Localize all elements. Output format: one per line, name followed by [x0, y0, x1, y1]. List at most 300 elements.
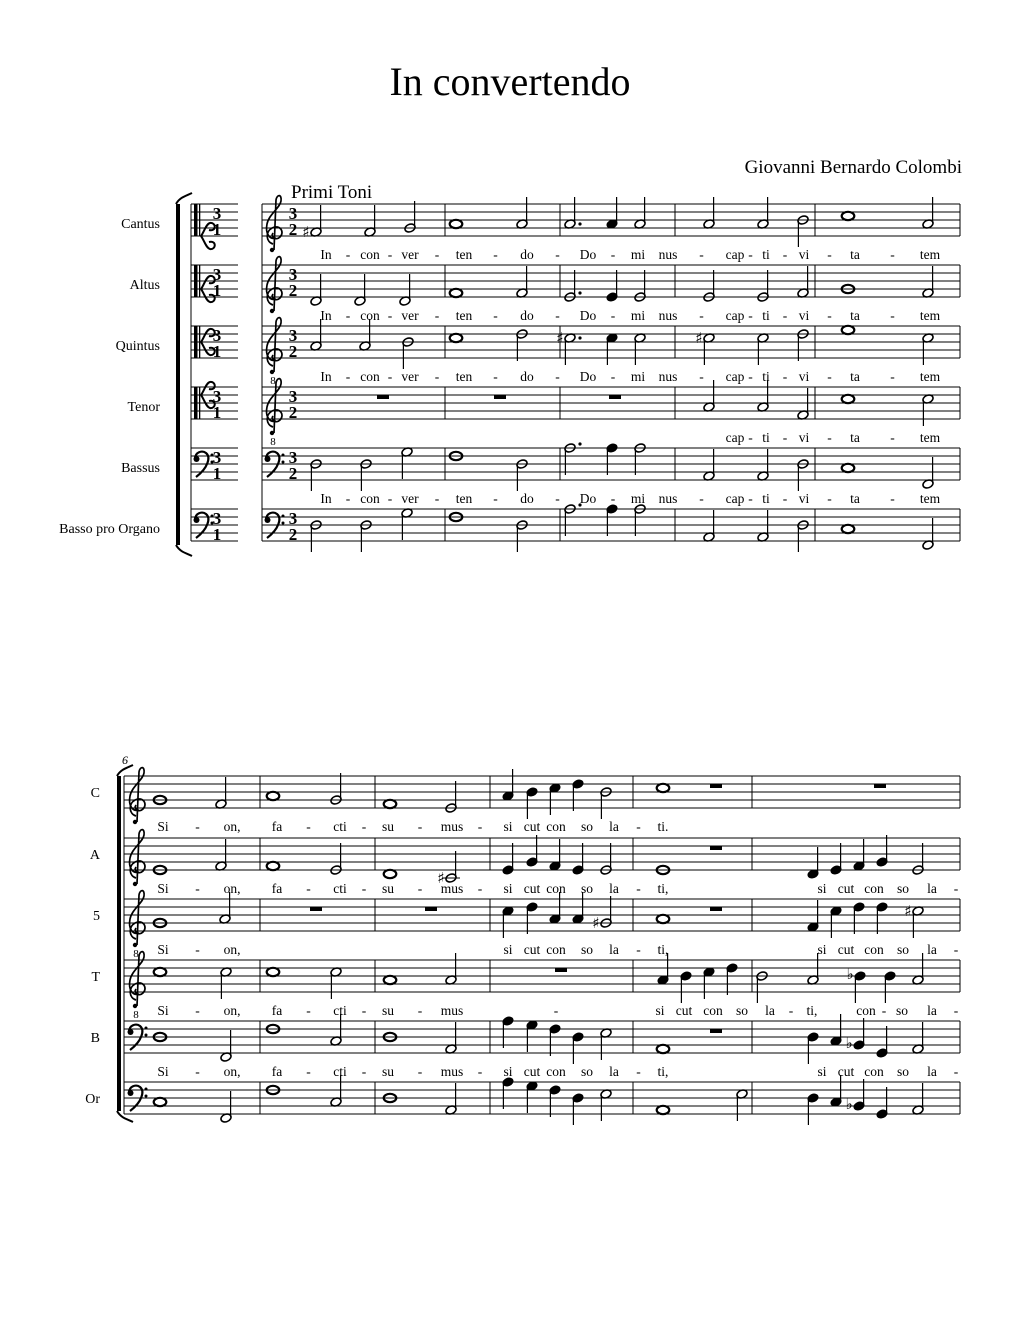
c-clef-bar — [199, 204, 200, 236]
lyric-hyphen: - — [636, 942, 641, 957]
time-signature-numerator: 3 — [288, 326, 298, 345]
flat-icon: ♭ — [845, 1095, 853, 1113]
lyric-syllable: cut — [523, 819, 541, 834]
lyric-hyphen: - — [195, 881, 200, 896]
note-q — [606, 270, 618, 302]
c-clef-bar — [194, 204, 198, 236]
note-h — [330, 967, 342, 999]
lyric-syllable: so — [896, 1064, 910, 1079]
octave-eight: 8 — [133, 1009, 139, 1021]
lyric-syllable: ta — [850, 491, 860, 506]
lyric-syllable: ti. — [657, 819, 669, 834]
lyric-syllable: so — [735, 1003, 749, 1018]
lyric-syllable: cti — [333, 819, 347, 834]
note-w — [657, 784, 670, 792]
note-h — [600, 1028, 612, 1060]
lyric-hyphen: - — [387, 369, 393, 384]
lyric-hyphen: - — [890, 247, 895, 262]
note-q — [572, 892, 584, 924]
rest-mark — [425, 907, 437, 911]
lyric-hyphen: - — [306, 881, 311, 896]
lyric-hyphen: - — [890, 369, 895, 384]
note-h — [401, 508, 413, 540]
part-abbr-b: B — [90, 1031, 100, 1046]
lyric-hyphen: - — [434, 369, 440, 384]
lyric-syllable: con — [360, 308, 380, 323]
lyric-syllable: ti, — [806, 1003, 818, 1018]
time-signature-denominator: 1 — [212, 281, 222, 300]
lyric-hyphen: - — [827, 369, 832, 384]
lyric-hyphen: - — [417, 881, 423, 896]
time-signature-numerator: 3 — [212, 326, 222, 345]
note-q — [502, 1016, 514, 1048]
note-h — [516, 197, 528, 229]
bass-clef-head — [194, 456, 200, 462]
lyric-hyphen: - — [699, 247, 704, 262]
lyric-hyphen: - — [953, 942, 959, 957]
note-w — [842, 326, 855, 334]
note-q — [549, 839, 561, 871]
lyric-syllable: con — [546, 1064, 566, 1079]
note-h — [757, 380, 769, 412]
note-q — [549, 1085, 561, 1117]
whole-notehead — [657, 784, 670, 792]
sharp-icon: ♯ — [437, 869, 445, 887]
note-q — [606, 504, 618, 536]
note-q — [876, 835, 888, 867]
lyric-syllable: Do — [579, 308, 597, 323]
lyric-hyphen: - — [345, 247, 351, 262]
measure-number: 6 — [122, 753, 128, 767]
time-signature-denominator: 2 — [288, 403, 298, 422]
lyric-hyphen: - — [434, 247, 440, 262]
time-signature-numerator: 3 — [288, 509, 298, 528]
lyric-hyphen: - — [699, 308, 704, 323]
lyric-syllable: su — [381, 881, 395, 896]
rest-mark — [555, 968, 567, 972]
whole-notehead — [267, 792, 280, 800]
lyric-syllable: vi — [798, 430, 810, 445]
clef-dot — [270, 309, 274, 313]
lyric-syllable: ti — [762, 369, 770, 384]
lyric-hyphen: - — [636, 819, 641, 834]
lyric-syllable: ti — [762, 308, 770, 323]
lyric-hyphen: - — [417, 819, 423, 834]
note-h — [922, 518, 934, 550]
note-q — [680, 971, 692, 1003]
lyric-syllable: do — [520, 491, 534, 506]
lyric-hyphen: - — [610, 247, 616, 262]
note-w — [842, 395, 855, 403]
c-clef-bar — [194, 387, 198, 419]
lyric-syllable: con — [546, 881, 566, 896]
sharp-icon: ♯ — [592, 914, 600, 932]
lyric-hyphen: - — [610, 369, 616, 384]
augmentation-dot — [578, 291, 581, 294]
octave-eight: 8 — [270, 375, 276, 387]
rest-mark — [377, 395, 389, 399]
note-q — [502, 843, 514, 875]
note-w — [450, 220, 463, 228]
lyric-syllable: la — [765, 1003, 775, 1018]
lyric-syllable: Do — [579, 369, 597, 384]
lyric-syllable: so — [580, 881, 594, 896]
lyric-syllable: cut — [523, 1064, 541, 1079]
part-name-bassus: Bassus — [121, 461, 160, 476]
note-q — [830, 1014, 842, 1046]
lyric-syllable: ten — [455, 491, 473, 506]
lyric-hyphen: - — [827, 491, 832, 506]
whole-notehead — [842, 525, 855, 533]
c-clef-bar — [194, 326, 198, 358]
lyric-syllable: si — [503, 819, 513, 834]
note-q — [606, 197, 618, 229]
part-abbr-a: A — [89, 848, 100, 863]
note-h — [310, 274, 322, 306]
bass-clef-dot — [282, 461, 285, 464]
lyric-syllable: si — [503, 881, 513, 896]
time-signature-denominator: 2 — [288, 220, 298, 239]
lyric-syllable: cut — [837, 1064, 855, 1079]
note-h — [797, 266, 809, 298]
lyric-hyphen: - — [387, 491, 393, 506]
note-q — [703, 967, 715, 999]
lyric-hyphen: - — [555, 308, 560, 323]
lyric-syllable: tem — [919, 430, 941, 445]
note-w — [154, 968, 167, 976]
bass-clef-dot — [282, 454, 285, 457]
lyric-hyphen: - — [782, 308, 788, 323]
note-h — [703, 197, 715, 229]
time-signature-numerator: 3 — [288, 448, 298, 467]
note-h — [445, 781, 457, 813]
note-h — [634, 333, 646, 365]
lyric-syllable: mus — [440, 1003, 464, 1018]
note-h — [703, 270, 715, 302]
note-h — [922, 333, 934, 365]
lyric-hyphen: - — [748, 247, 753, 262]
bass-clef-dot — [145, 1095, 148, 1098]
whole-notehead — [842, 326, 855, 334]
lyric-hyphen: - — [610, 308, 616, 323]
lyric-syllable: cap — [725, 308, 745, 323]
lyric-syllable: su — [381, 1003, 395, 1018]
lyric-hyphen: - — [345, 491, 351, 506]
whole-notehead — [450, 334, 463, 342]
note-h — [330, 843, 342, 875]
lyric-syllable: mus — [440, 1064, 464, 1079]
lyric-syllable: fa — [271, 1064, 283, 1079]
lyric-hyphen: - — [827, 308, 832, 323]
rest-mark — [310, 907, 322, 911]
lyric-syllable: tem — [919, 369, 941, 384]
lyric-syllable: ten — [455, 369, 473, 384]
lyric-syllable: tem — [919, 491, 941, 506]
lyric-hyphen: - — [345, 369, 351, 384]
lyric-syllable: ta — [850, 430, 860, 445]
lyric-syllable: on, — [223, 881, 241, 896]
whole-notehead — [842, 212, 855, 220]
treble-clef-icon — [267, 379, 282, 448]
lyric-hyphen: - — [477, 819, 483, 834]
time-signature-numerator: 3 — [212, 265, 222, 284]
lyric-syllable: con — [703, 1003, 723, 1018]
note-h — [359, 319, 371, 351]
augmentation-dot — [578, 222, 581, 225]
lyric-hyphen: - — [788, 1003, 794, 1018]
lyric-syllable: cti — [333, 1003, 347, 1018]
clef-dot — [270, 370, 274, 374]
whole-notehead — [154, 968, 167, 976]
note-q — [526, 1020, 538, 1052]
rest-mark — [710, 907, 722, 911]
lyric-hyphen: - — [555, 491, 560, 506]
lyric-hyphen: - — [636, 881, 641, 896]
note-w — [450, 289, 463, 297]
note-q — [572, 779, 584, 811]
lyric-syllable: ver — [401, 369, 419, 384]
lyric-syllable: cti — [333, 881, 347, 896]
bass-clef-dot — [145, 1034, 148, 1037]
lyric-syllable: nus — [658, 308, 678, 323]
lyric-hyphen: - — [890, 430, 895, 445]
note-h — [220, 1030, 232, 1062]
note-w — [842, 525, 855, 533]
bass-clef-dot — [282, 515, 285, 518]
lyric-syllable: vi — [798, 491, 810, 506]
note-h — [360, 459, 372, 491]
lyric-hyphen: - — [553, 1003, 559, 1018]
time-signature-denominator: 2 — [288, 281, 298, 300]
note-h — [912, 1022, 924, 1054]
part-name-tenor: Tenor — [127, 400, 160, 415]
lyric-hyphen: - — [953, 1003, 959, 1018]
note-h — [797, 459, 809, 491]
note-h — [399, 274, 411, 306]
note-h — [703, 510, 715, 542]
lyric-syllable: con — [360, 491, 380, 506]
note-h — [756, 971, 768, 1003]
lyric-syllable: so — [580, 942, 594, 957]
lyric-syllable: mus — [440, 881, 464, 896]
treble-clef-icon — [130, 891, 145, 960]
part-name-quintus: Quintus — [115, 339, 160, 354]
lyric-syllable: con — [360, 369, 380, 384]
lyric-hyphen: - — [387, 247, 393, 262]
clef-dot — [133, 943, 137, 947]
lyric-hyphen: - — [748, 491, 753, 506]
note-q — [726, 963, 738, 995]
lyric-syllable: cap — [725, 491, 745, 506]
time-signature-denominator: 1 — [212, 525, 222, 544]
lyric-syllable: Si — [157, 942, 169, 957]
note-h — [807, 953, 819, 985]
note-h — [703, 380, 715, 412]
part-name-altus: Altus — [129, 278, 160, 293]
lyric-hyphen: - — [417, 1064, 423, 1079]
note-h — [797, 388, 809, 420]
lyric-syllable: on, — [223, 1064, 241, 1079]
lyric-syllable: do — [520, 369, 534, 384]
note-w — [657, 1106, 670, 1114]
sharp-icon: ♯ — [556, 329, 564, 347]
lyric-syllable: ver — [401, 247, 419, 262]
lyric-hyphen: - — [636, 1064, 641, 1079]
clef-dot — [133, 1004, 137, 1008]
whole-notehead — [154, 1098, 167, 1106]
note-q — [526, 787, 538, 819]
note-h — [922, 266, 934, 298]
lyric-syllable: tem — [919, 308, 941, 323]
system-bracket — [176, 204, 180, 545]
note-h — [220, 967, 232, 999]
whole-notehead — [384, 800, 397, 808]
time-signature-numerator: 3 — [212, 448, 222, 467]
lyric-hyphen: - — [417, 1003, 423, 1018]
lyric-hyphen: - — [890, 491, 895, 506]
lyric-hyphen: - — [195, 1003, 200, 1018]
lyric-syllable: la — [927, 1003, 937, 1018]
lyric-hyphen: - — [434, 491, 440, 506]
lyric-hyphen: - — [881, 1003, 887, 1018]
composer-credit: Giovanni Bernardo Colombi — [744, 157, 962, 178]
note-h — [310, 459, 322, 491]
note-h — [757, 449, 769, 481]
whole-notehead — [657, 915, 670, 923]
lyric-hyphen: - — [493, 308, 498, 323]
lyric-hyphen: - — [306, 1064, 311, 1079]
clef-dot — [133, 882, 137, 886]
c-clef-bar — [199, 387, 200, 419]
lyric-syllable: con — [864, 1064, 884, 1079]
whole-notehead — [450, 289, 463, 297]
lyric-syllable: so — [580, 819, 594, 834]
note-h — [592, 896, 612, 932]
note-h — [445, 1022, 457, 1054]
bass-clef-dot — [282, 522, 285, 525]
note-h — [736, 1089, 748, 1121]
note-q — [845, 1018, 865, 1052]
note-q — [502, 906, 514, 938]
c-clef-bar — [199, 326, 200, 358]
rest-mark — [494, 395, 506, 399]
note-h — [516, 266, 528, 298]
lyric-hyphen: - — [699, 491, 704, 506]
lyric-syllable: la — [609, 1064, 619, 1079]
lyric-syllable: la — [609, 942, 619, 957]
lyric-hyphen: - — [493, 491, 498, 506]
lyric-syllable: ver — [401, 308, 419, 323]
note-h — [912, 1083, 924, 1115]
lyric-hyphen: - — [748, 430, 753, 445]
note-h — [445, 953, 457, 985]
lyric-syllable: fa — [271, 819, 283, 834]
note-h — [912, 843, 924, 875]
whole-notehead — [384, 976, 397, 984]
part-abbr-or: Or — [85, 1092, 100, 1107]
note-h — [757, 333, 769, 365]
note-h — [634, 197, 646, 229]
lyric-hyphen: - — [493, 247, 498, 262]
whole-notehead — [384, 870, 397, 878]
time-signature-denominator: 2 — [288, 525, 298, 544]
bracket-hook — [176, 193, 192, 204]
lyric-syllable: do — [520, 308, 534, 323]
bracket-hook — [117, 1111, 133, 1122]
note-q — [830, 843, 842, 875]
bass-clef-dot — [145, 1027, 148, 1030]
note-w — [384, 870, 397, 878]
lyric-syllable: con — [856, 1003, 876, 1018]
lyric-syllable: cap — [725, 247, 745, 262]
lyric-hyphen: - — [361, 1064, 367, 1079]
time-signature-numerator: 3 — [288, 265, 298, 284]
note-h — [310, 319, 322, 351]
lyric-syllable: con — [546, 942, 566, 957]
rest-mark — [710, 784, 722, 788]
lyric-syllable: mi — [630, 369, 646, 384]
part-abbr-5: 5 — [93, 909, 100, 924]
note-h — [634, 504, 646, 536]
lyric-syllable: Si — [157, 1003, 169, 1018]
lyric-hyphen: - — [361, 1003, 367, 1018]
lyric-syllable: cap — [725, 430, 745, 445]
rest-mark — [609, 395, 621, 399]
lyric-syllable: su — [381, 819, 395, 834]
note-w — [154, 1098, 167, 1106]
note-h — [215, 839, 227, 871]
lyric-hyphen: - — [782, 247, 788, 262]
note-w — [384, 976, 397, 984]
note-w — [384, 800, 397, 808]
flat-icon: ♭ — [845, 1034, 853, 1052]
lyric-syllable: In — [320, 369, 332, 384]
c-clef-bar — [199, 265, 200, 297]
lyric-syllable: In — [320, 491, 332, 506]
lyric-syllable: so — [896, 942, 910, 957]
lyric-syllable: vi — [798, 369, 810, 384]
note-h — [600, 1089, 612, 1121]
note-h — [215, 777, 227, 809]
whole-notehead — [267, 862, 280, 870]
lyric-syllable: do — [520, 247, 534, 262]
lyric-hyphen: - — [782, 430, 788, 445]
rest-mark — [710, 1029, 722, 1033]
time-signature-denominator: 1 — [212, 464, 222, 483]
time-signature-numerator: 3 — [212, 387, 222, 406]
whole-notehead — [842, 395, 855, 403]
alto-clef-icon — [194, 204, 215, 249]
lyric-syllable: cut — [523, 881, 541, 896]
note-h — [564, 270, 582, 302]
note-h — [445, 1083, 457, 1115]
note-q — [853, 902, 865, 934]
note-q — [853, 839, 865, 871]
lyric-hyphen: - — [361, 819, 367, 834]
lyric-syllable: su — [381, 1064, 395, 1079]
note-q — [830, 906, 842, 938]
system-bracket — [117, 776, 121, 1111]
lyric-syllable: si — [655, 1003, 665, 1018]
lyric-hyphen: - — [827, 247, 832, 262]
lyric-syllable: ti — [762, 430, 770, 445]
lyric-syllable: Do — [579, 247, 597, 262]
time-signature-denominator: 2 — [288, 464, 298, 483]
bass-clef-head — [128, 1029, 134, 1035]
lyric-hyphen: - — [345, 308, 351, 323]
lyric-syllable: si — [817, 942, 827, 957]
lyric-hyphen: - — [493, 369, 498, 384]
